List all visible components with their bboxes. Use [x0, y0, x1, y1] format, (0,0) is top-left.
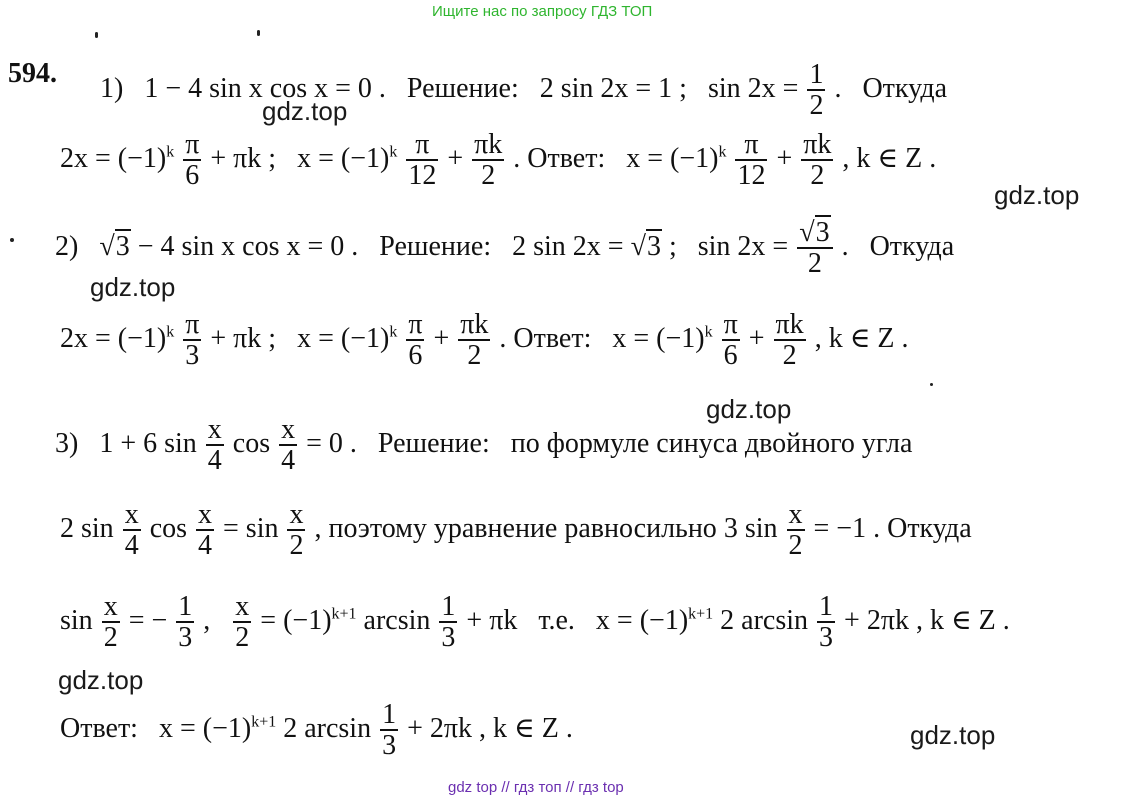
part1-solution: $2x = (-1)^k$ $\frac{\pi}{6}$ + πk ; $x = (-1)^k$ $\frac{\pi}{12}$ + $\frac{\pi k}{2}$ . Ответ: $x = (-1)^k$ $\frac{\pi}{12}$ + $\frac{\pi k}{2}$ , k ∈ Z . — [60, 129, 937, 192]
part3-statement: 3) 1 + 6 sin $\frac{x}{4}$ cos $\frac{x}{4}$ = 0 . Решение: по формуле синуса двойного угла — [55, 414, 913, 477]
watermark: gdz.top — [262, 96, 348, 126]
stray-mark — [10, 238, 14, 242]
part3-answer: Ответ: $x = (-1)^{k+1}$ 2 arcsin $\frac{1}{3}$ + 2πk , k ∈ Z . — [60, 699, 573, 762]
problem-number: 594. — [8, 58, 57, 89]
footer-banner: gdz top // гдз топ // гдз top — [448, 779, 624, 796]
watermark: gdz.top — [58, 665, 144, 695]
stray-mark — [930, 383, 933, 386]
part2-solution: $2x = (-1)^k$ $\frac{\pi}{3}$ + πk ; $x = (-1)^k$ $\frac{\pi}{6}$ + $\frac{\pi k}{2}$ . Ответ: $x = (-1)^k$ $\frac{\pi}{6}$ + $\frac{\pi k}{2}$ , k ∈ Z . — [60, 309, 909, 372]
part1-statement: 1) 1 − 4 sin x cos x = 0 . Решение: 2 sin 2x = 1 ; sin 2x = $\frac{1}{2}$ . Откуда — [100, 59, 948, 122]
stray-mark — [257, 30, 260, 36]
part3-formula: 2 sin $\frac{x}{4}$ cos $\frac{x}{4}$ = sin $\frac{x}{2}$ , поэтому уравнение равносильно 3 sin $\frac{x}{2}$ = −1 . Откуда — [60, 499, 972, 562]
part2-statement: 2) √3 − 4 sin x cos x = 0 . Решение: 2 sin 2x = √3 ; sin 2x = $\frac{√3}{2}$ . Откуда — [55, 217, 955, 280]
fraction: $\frac{1}{2}$ — [809, 59, 824, 122]
part3-solution: sin $\frac{x}{2}$ = − $\frac{1}{3}$ , $\frac{x}{2}$ = $(-1)^{k+1}$ arcsin $\frac{1}{3}$ + πk т.е. $x = (-1)^{k+1}$ 2 arcsin $\frac{1}{3}$ + 2πk , k ∈ Z . — [60, 591, 1010, 654]
watermark: gdz.top — [994, 180, 1080, 210]
header-banner: Ищите нас по запросу ГДЗ ТОП — [432, 3, 653, 20]
watermark: gdz.top — [90, 272, 176, 302]
stray-mark — [95, 32, 98, 38]
watermark: gdz.top — [706, 394, 792, 424]
watermark: gdz.top — [910, 720, 996, 750]
